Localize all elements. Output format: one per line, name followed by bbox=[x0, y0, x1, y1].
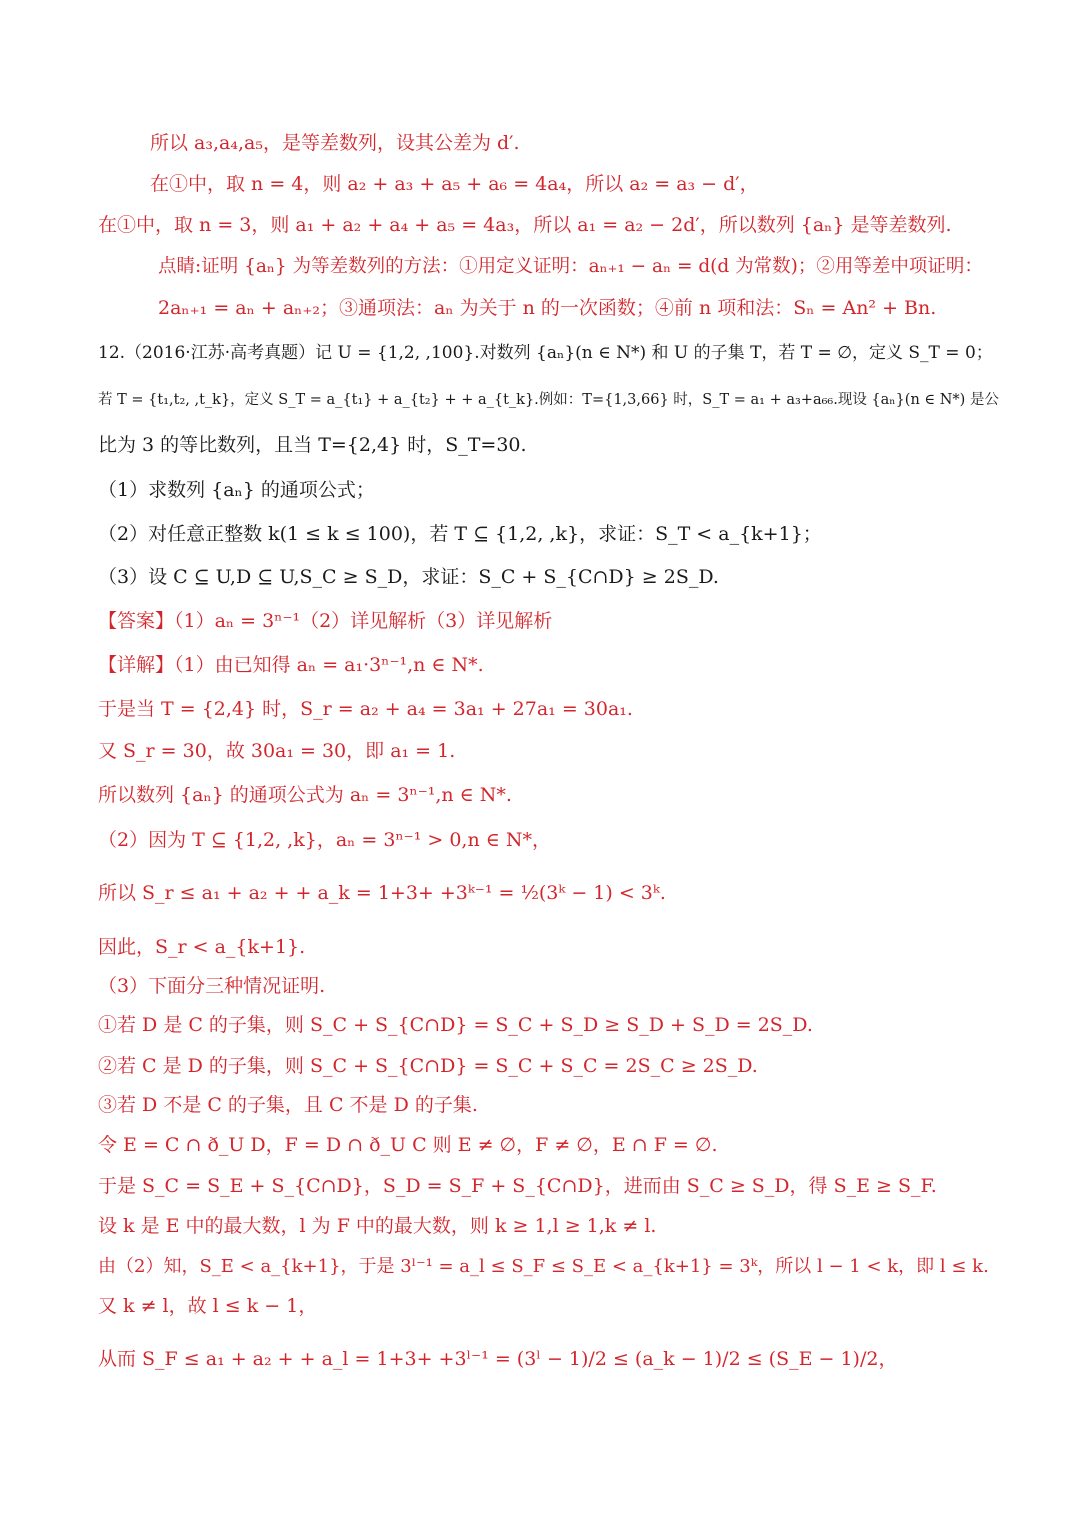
question-1: （1）求数列 {aₙ} 的通项公式； bbox=[98, 479, 375, 501]
solution-line-7: 因此，S_r < a_{k+1}. bbox=[98, 936, 306, 958]
solution-line-6: 所以 S_r ≤ a₁ + a₂ + + a_k = 1+3+ +3ᵏ⁻¹ = ½(3ᵏ − 1) < 3ᵏ. bbox=[98, 882, 666, 904]
solution-line-11: ③若 D 不是 C 的子集，且 C 不是 D 的子集. bbox=[98, 1094, 478, 1116]
text-line-2: 在①中，取 n = 4，则 a₂ + a₃ + a₅ + a₆ = 4a₄，所以 a₂ = a₃ − d′， bbox=[150, 173, 759, 195]
solution-line-1: 【详解】（1）由已知得 aₙ = a₁·3ⁿ⁻¹,n ∈ N*. bbox=[98, 654, 484, 676]
question-2: （2）对任意正整数 k(1 ≤ k ≤ 100)，若 T ⊆ {1,2, ,k}，求证：S_T < a_{k+1}； bbox=[98, 523, 822, 545]
solution-line-17: 从而 S_F ≤ a₁ + a₂ + + a_l = 1+3+ +3ˡ⁻¹ = (3ˡ − 1)/2 ≤ (a_k − 1)/2 ≤ (S_E − 1)/2， bbox=[98, 1348, 898, 1370]
question-3: （3）设 C ⊆ U,D ⊆ U,S_C ≥ S_D，求证：S_C + S_{C∩D} ≥ 2S_D. bbox=[98, 566, 719, 588]
solution-line-15: 由（2）知，S_E < a_{k+1}，于是 3ˡ⁻¹ = a_l ≤ S_F ≤ S_E < a_{k+1} = 3ᵏ，所以 l − 1 < k，即 l ≤ k. bbox=[98, 1256, 989, 1277]
solution-line-8: （3）下面分三种情况证明. bbox=[98, 975, 326, 997]
problem-12-statement bbox=[98, 341, 993, 365]
answer-line: 【答案】（1）aₙ = 3ⁿ⁻¹（2）详见解析（3）详见解析 bbox=[98, 610, 553, 632]
text-line-3: 在①中，取 n = 3，则 a₁ + a₂ + a₄ + a₅ = 4a₃，所以 a₁ = a₂ − 2d′，所以数列 {aₙ} 是等差数列. bbox=[98, 214, 952, 236]
solution-line-9: ①若 D 是 C 的子集，则 S_C + S_{C∩D} = S_C + S_D ≥ S_D + S_D = 2S_D. bbox=[98, 1014, 813, 1036]
solution-line-2: 于是当 T = {2,4} 时，S_r = a₂ + a₄ = 3a₁ + 27a₁ = 30a₁. bbox=[98, 698, 633, 720]
solution-line-4: 所以数列 {aₙ} 的通项公式为 aₙ = 3ⁿ⁻¹,n ∈ N*. bbox=[98, 784, 512, 806]
solution-line-12: 令 E = C ∩ ð_U D，F = D ∩ ð_U C 则 E ≠ ∅，F ≠ ∅，E ∩ F = ∅. bbox=[98, 1134, 718, 1156]
solution-line-16: 又 k ≠ l，故 l ≤ k − 1， bbox=[98, 1295, 318, 1317]
problem-line-2: 若 T = {t₁,t₂, ,t_k}，定义 S_T = a_{t₁} + a_{t₂} + + a_{t_k}.例如：T={1,3,66} 时，S_T = a₁ + a₃+a₆₆.现设 {aₙ}(n ∈ N*) 是公 bbox=[98, 392, 999, 408]
tip-line-2: 2aₙ₊₁ = aₙ + aₙ₊₂；③通项法：aₙ 为关于 n 的一次函数；④前 n 项和法：Sₙ = An² + Bn. bbox=[158, 297, 937, 319]
problem-line-3: 比为 3 的等比数列，且当 T={2,4} 时，S_T=30. bbox=[98, 434, 527, 456]
tip-line-1: 点睛:证明 {aₙ} 为等差数列的方法：①用定义证明：aₙ₊₁ − aₙ = d(d 为常数)；②用等差中项证明： bbox=[158, 256, 983, 277]
solution-line-5: （2）因为 T ⊆ {1,2, ,k}，aₙ = 3ⁿ⁻¹ > 0,n ∈ N*， bbox=[98, 829, 551, 851]
solution-line-13: 于是 S_C = S_E + S_{C∩D}，S_D = S_F + S_{C∩D}，进而由 S_C ≥ S_D，得 S_E ≥ S_F. bbox=[98, 1175, 937, 1197]
solution-line-10: ②若 C 是 D 的子集，则 S_C + S_{C∩D} = S_C + S_C = 2S_C ≥ 2S_D. bbox=[98, 1055, 758, 1077]
problem-12-text: 12.（2016·江苏·高考真题）记 U = {1,2, ,100}.对数列 {aₙ}(n ∈ N*) 和 U 的子集 T，若 T = ∅，定义 S_T = 0； bbox=[98, 343, 993, 363]
text-line-1: 所以 a₃,a₄,a₅，是等差数列，设其公差为 d′. bbox=[150, 132, 520, 154]
solution-line-14: 设 k 是 E 中的最大数，l 为 F 中的最大数，则 k ≥ 1,l ≥ 1,k ≠ l. bbox=[98, 1215, 657, 1237]
solution-line-3: 又 S_r = 30，故 30a₁ = 30，即 a₁ = 1. bbox=[98, 740, 456, 762]
